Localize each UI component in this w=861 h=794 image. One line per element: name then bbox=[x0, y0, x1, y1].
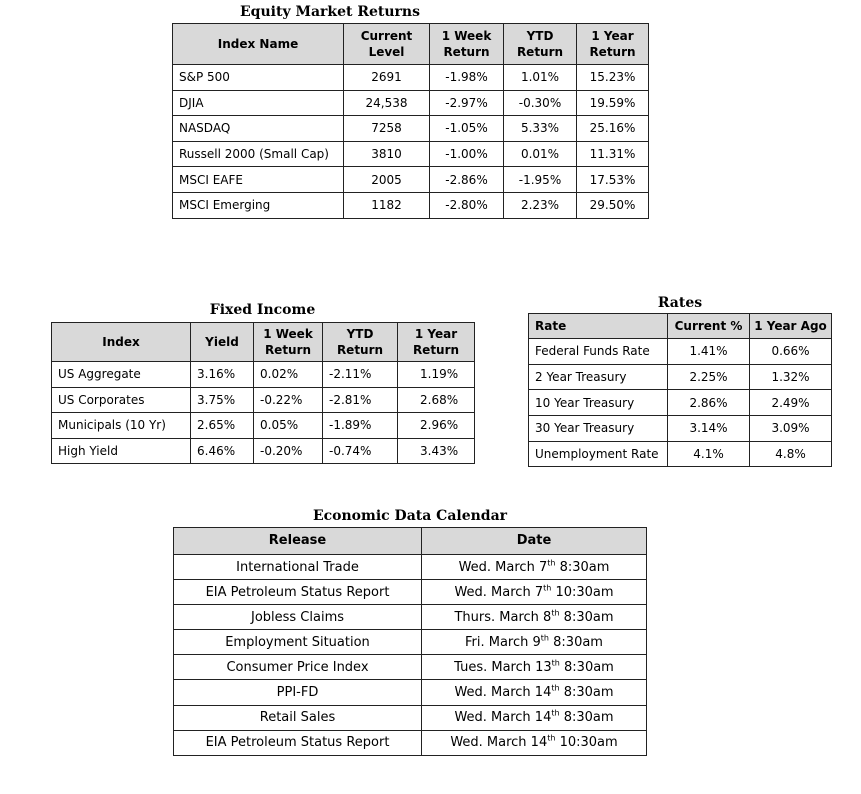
date-cell: Wed. March 14th 8:30am bbox=[422, 680, 647, 705]
cell: MSCI EAFE bbox=[173, 167, 344, 193]
cell: NASDAQ bbox=[173, 116, 344, 142]
date-cell: Tues. March 13th 8:30am bbox=[422, 655, 647, 680]
release-cell: Jobless Claims bbox=[174, 605, 422, 630]
rates-header-row bbox=[529, 314, 832, 339]
cell: 3.09% bbox=[750, 416, 832, 442]
cell: 1.41% bbox=[668, 339, 750, 365]
cell: 2 Year Treasury bbox=[529, 364, 668, 390]
table-row bbox=[529, 390, 832, 416]
cell: 3.14% bbox=[668, 416, 750, 442]
table-row bbox=[174, 655, 647, 680]
cell: 15.23% bbox=[577, 65, 649, 91]
table-row bbox=[529, 364, 832, 390]
cell: Municipals (10 Yr) bbox=[52, 413, 191, 439]
cell: 1182 bbox=[344, 192, 430, 218]
cell: -0.20% bbox=[254, 438, 323, 464]
rates-title: Rates bbox=[657, 295, 703, 311]
cell: 0.05% bbox=[254, 413, 323, 439]
header-cell: Date bbox=[422, 528, 647, 555]
table-row bbox=[174, 630, 647, 655]
cell: -2.97% bbox=[430, 90, 504, 116]
cell: -2.86% bbox=[430, 167, 504, 193]
table-row bbox=[52, 413, 475, 439]
date-cell: Fri. March 9th 8:30am bbox=[422, 630, 647, 655]
header-cell: Index Name bbox=[173, 24, 344, 65]
cell: 29.50% bbox=[577, 192, 649, 218]
table-row bbox=[52, 387, 475, 413]
cell: Unemployment Rate bbox=[529, 441, 668, 467]
header-cell: Index bbox=[52, 323, 191, 362]
cell: High Yield bbox=[52, 438, 191, 464]
date-cell: Thurs. March 8th 8:30am bbox=[422, 605, 647, 630]
table-row bbox=[173, 167, 649, 193]
release-cell: Consumer Price Index bbox=[174, 655, 422, 680]
cell: 0.66% bbox=[750, 339, 832, 365]
table-row bbox=[174, 730, 647, 755]
cell: -1.05% bbox=[430, 116, 504, 142]
date-cell: Wed. March 7th 10:30am bbox=[422, 580, 647, 605]
release-cell: EIA Petroleum Status Report bbox=[174, 730, 422, 755]
release-cell: International Trade bbox=[174, 555, 422, 580]
cell: -0.74% bbox=[323, 438, 398, 464]
table-row bbox=[173, 65, 649, 91]
date-cell: Wed. March 14th 8:30am bbox=[422, 705, 647, 730]
cell: 2.49% bbox=[750, 390, 832, 416]
cell: 2.68% bbox=[398, 387, 475, 413]
cell: 25.16% bbox=[577, 116, 649, 142]
release-cell: EIA Petroleum Status Report bbox=[174, 580, 422, 605]
calendar-title: Economic Data Calendar bbox=[312, 508, 508, 524]
table-row bbox=[529, 416, 832, 442]
table-row bbox=[174, 680, 647, 705]
cell: 3.16% bbox=[191, 362, 254, 388]
cell: -2.81% bbox=[323, 387, 398, 413]
calendar-header-row bbox=[174, 528, 647, 555]
cell: -2.11% bbox=[323, 362, 398, 388]
header-cell: 1 Week Return bbox=[254, 323, 323, 362]
cell: 11.31% bbox=[577, 141, 649, 167]
rates-table bbox=[528, 313, 832, 467]
cell: 1.32% bbox=[750, 364, 832, 390]
cell: -1.89% bbox=[323, 413, 398, 439]
table-row bbox=[52, 362, 475, 388]
table-row bbox=[529, 339, 832, 365]
cell: 4.8% bbox=[750, 441, 832, 467]
cell: -1.00% bbox=[430, 141, 504, 167]
cell: 6.46% bbox=[191, 438, 254, 464]
table-row bbox=[173, 141, 649, 167]
cell: -1.95% bbox=[504, 167, 577, 193]
header-cell: 1 Year Return bbox=[398, 323, 475, 362]
header-cell: YTD Return bbox=[504, 24, 577, 65]
cell: 1.01% bbox=[504, 65, 577, 91]
header-cell: Current Level bbox=[344, 24, 430, 65]
cell: Federal Funds Rate bbox=[529, 339, 668, 365]
cell: 3810 bbox=[344, 141, 430, 167]
fixed-income-title: Fixed Income bbox=[209, 302, 316, 318]
header-cell: Rate bbox=[529, 314, 668, 339]
cell: 3.75% bbox=[191, 387, 254, 413]
cell: 0.01% bbox=[504, 141, 577, 167]
table-row bbox=[52, 438, 475, 464]
equity-header-row bbox=[173, 24, 649, 65]
table-row bbox=[174, 580, 647, 605]
cell: 24,538 bbox=[344, 90, 430, 116]
fixed-income-table bbox=[51, 322, 475, 464]
date-cell: Wed. March 7th 8:30am bbox=[422, 555, 647, 580]
cell: US Aggregate bbox=[52, 362, 191, 388]
cell: 2.25% bbox=[668, 364, 750, 390]
cell: -0.30% bbox=[504, 90, 577, 116]
table-row bbox=[174, 555, 647, 580]
table-row bbox=[173, 90, 649, 116]
cell: 19.59% bbox=[577, 90, 649, 116]
cell: 2.96% bbox=[398, 413, 475, 439]
cell: 2691 bbox=[344, 65, 430, 91]
cell: -2.80% bbox=[430, 192, 504, 218]
cell: 2.65% bbox=[191, 413, 254, 439]
cell: 2.86% bbox=[668, 390, 750, 416]
cell: 10 Year Treasury bbox=[529, 390, 668, 416]
cell: 2005 bbox=[344, 167, 430, 193]
cell: US Corporates bbox=[52, 387, 191, 413]
table-row bbox=[174, 705, 647, 730]
table-row bbox=[173, 192, 649, 218]
cell: 3.43% bbox=[398, 438, 475, 464]
release-cell: PPI-FD bbox=[174, 680, 422, 705]
cell: 0.02% bbox=[254, 362, 323, 388]
cell: 5.33% bbox=[504, 116, 577, 142]
cell: MSCI Emerging bbox=[173, 192, 344, 218]
fixed-income-header-row bbox=[52, 323, 475, 362]
cell: 1.19% bbox=[398, 362, 475, 388]
header-cell: 1 Year Ago bbox=[750, 314, 832, 339]
table-row bbox=[173, 116, 649, 142]
cell: 30 Year Treasury bbox=[529, 416, 668, 442]
calendar-table bbox=[173, 527, 647, 756]
date-cell: Wed. March 14th 10:30am bbox=[422, 730, 647, 755]
cell: DJIA bbox=[173, 90, 344, 116]
cell: 2.23% bbox=[504, 192, 577, 218]
cell: -0.22% bbox=[254, 387, 323, 413]
header-cell: Yield bbox=[191, 323, 254, 362]
table-row bbox=[529, 441, 832, 467]
cell: Russell 2000 (Small Cap) bbox=[173, 141, 344, 167]
header-cell: Current % bbox=[668, 314, 750, 339]
header-cell: 1 Year Return bbox=[577, 24, 649, 65]
cell: 4.1% bbox=[668, 441, 750, 467]
cell: -1.98% bbox=[430, 65, 504, 91]
equity-title: Equity Market Returns bbox=[240, 4, 420, 20]
release-cell: Retail Sales bbox=[174, 705, 422, 730]
header-cell: YTD Return bbox=[323, 323, 398, 362]
header-cell: 1 Week Return bbox=[430, 24, 504, 65]
release-cell: Employment Situation bbox=[174, 630, 422, 655]
equity-table bbox=[172, 23, 649, 219]
cell: 17.53% bbox=[577, 167, 649, 193]
cell: S&P 500 bbox=[173, 65, 344, 91]
table-row bbox=[174, 605, 647, 630]
header-cell: Release bbox=[174, 528, 422, 555]
cell: 7258 bbox=[344, 116, 430, 142]
